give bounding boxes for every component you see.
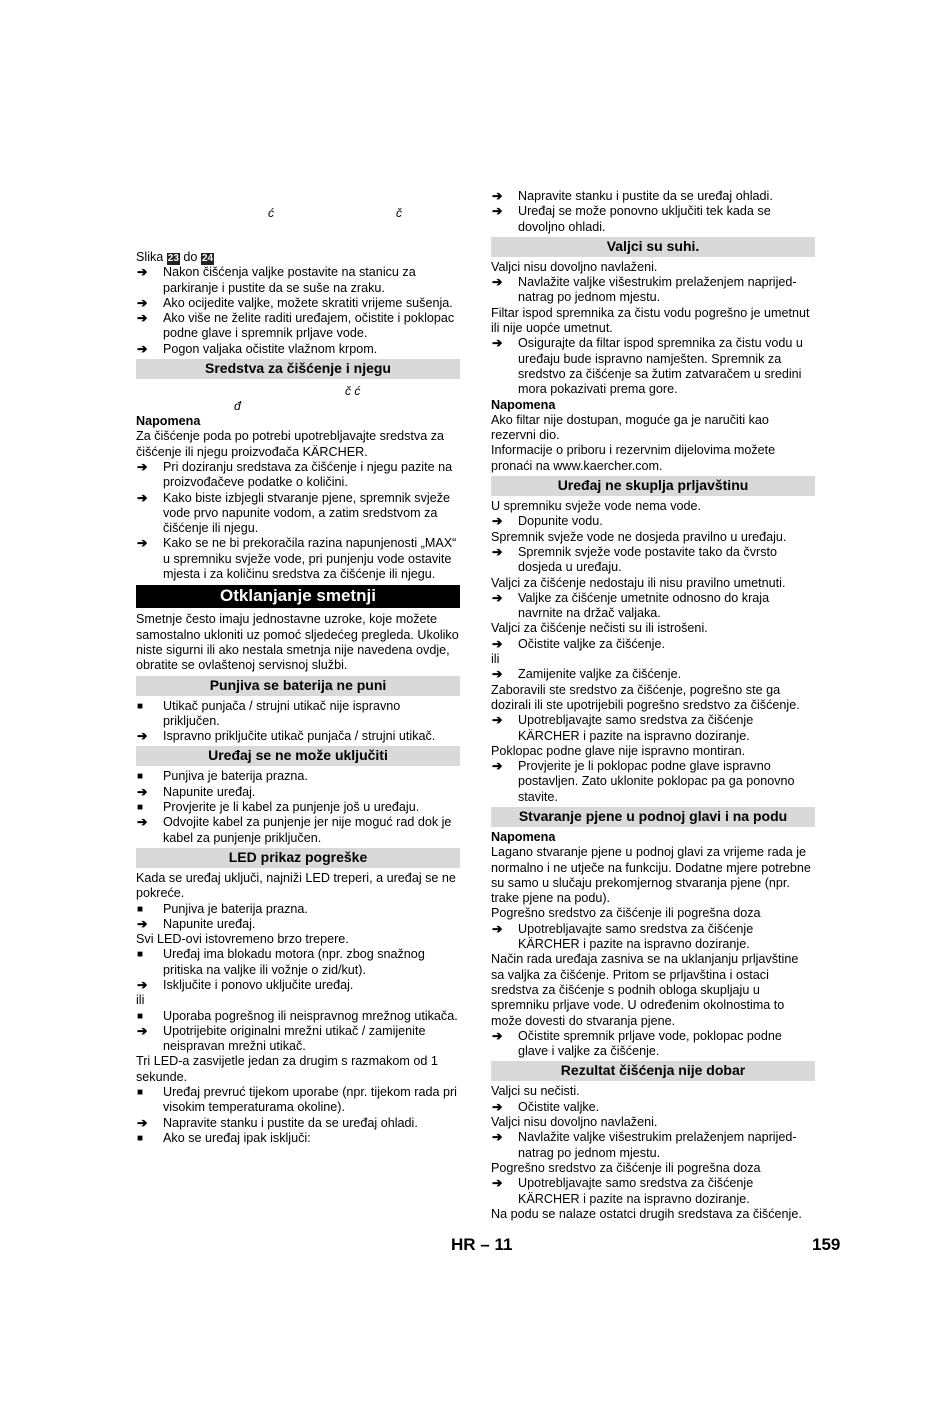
figure-label: Slika	[136, 250, 164, 264]
cause-item	[136, 902, 460, 917]
action-step	[136, 978, 460, 993]
action-step	[491, 514, 815, 529]
item-text: Ispravno priključite utikač punjača / strujni utikač.	[163, 729, 436, 744]
paragraph: Za čišćenje poda po potrebi upotrebljavajte sredstva za čišćenje ili njegu proizvođača KÄRCHER.	[136, 429, 445, 459]
paragraph: Tri LED-a zasvijetle jedan za drugim s razmakom od 1 sekunde.	[136, 1054, 438, 1084]
note-label: Napomena	[491, 397, 556, 412]
paragraph: Lagano stvaranje pjene u podnoj glavi za vrijeme rada je normalno i ne utječe na funkciju. Dodatne mjere potrebne su samo u slučaju prekomjernog stvaranja pjene (npr. trake pjene na podu).	[491, 845, 811, 906]
section-heading: LED prikaz pogreške	[136, 848, 460, 868]
arrow-icon: ➔	[492, 667, 503, 682]
section-page-label: HR – 11	[451, 1235, 513, 1254]
arrow-icon: ➔	[492, 189, 503, 203]
arrow-icon: ➔	[137, 536, 148, 551]
page-number: 159	[812, 1235, 841, 1254]
cause-item	[136, 1131, 460, 1146]
figure-number: 23	[167, 253, 179, 264]
figure-reference	[136, 250, 460, 265]
item-text: Punjiva je baterija prazna.	[163, 769, 308, 784]
paragraph: U spremniku svježe vode nema vode.	[491, 499, 701, 514]
paragraph: ili	[136, 993, 145, 1008]
paragraph: Valjci za čišćenje nedostaju ili nisu pravilno umetnuti.	[491, 575, 786, 590]
spacer	[136, 382, 460, 414]
paragraph: Zaboravili ste sredstvo za čišćenje, pogrešno ste ga dozirali ili ste upotrijebili pogrešno sredstvo za čišćenje.	[491, 682, 800, 712]
item-text: Očistite valjke.	[518, 1099, 600, 1114]
action-step	[136, 917, 460, 932]
item-text: Uređaj ima blokadu motora (npr. zbog snažnog pritiska na valjke ili vožnje o zid/kut).	[163, 947, 425, 977]
section-heading: Sredstva za čišćenje i njegu	[136, 359, 460, 379]
item-text: Isključite i ponovo uključite uređaj.	[163, 977, 354, 992]
cause-item	[136, 800, 460, 815]
square-bullet-icon: ■	[137, 802, 144, 814]
paragraph: Način rada uređaja zasniva se na uklanjanju prljavštine sa valjka za čišćenje. Pritom se prljavština i ostaci sredstva za čišćenje s podnih obloga skupljaju u spremniku prljave vode. U određenim okolnostima to može dovesti do stvaranja pjene.	[491, 952, 799, 1028]
section-heading: Rezultat čišćenja nije dobar	[491, 1061, 815, 1081]
action-step	[136, 815, 460, 846]
left-column	[136, 250, 460, 1146]
section-heading: Valjci su suhi.	[491, 237, 815, 257]
stray-glyph: č ć	[345, 384, 361, 399]
action-step	[136, 491, 460, 537]
chapter-heading: Otklanjanje smetnji	[136, 585, 460, 608]
action-step	[491, 1100, 815, 1115]
item-text: Osigurajte da filtar ispod spremnika za čistu vodu u uređaju bude ispravno namješten. Spremnik za sredstvo za čišćenje sa žutim zatvaračem u sredini mora pokazivati prema gore.	[518, 336, 803, 397]
action-step	[491, 922, 815, 953]
paragraph: Valjci su nečisti.	[491, 1084, 580, 1099]
arrow-icon: ➔	[137, 490, 148, 505]
action-step	[491, 204, 815, 235]
action-step	[491, 1130, 815, 1161]
figure-number: 24	[201, 253, 214, 264]
item-text: Spremnik svježe vode postavite tako da čvrsto dosjeda u uređaju.	[518, 544, 777, 575]
action-step	[491, 275, 815, 306]
paragraph: Ako filtar nije dostupan, moguće ga je naručiti kao rezervni dio.	[491, 412, 769, 443]
item-text: Upotrebljavajte samo sredstva za čišćenje KÄRCHER i pazite na ispravno doziranje.	[518, 921, 754, 952]
arrow-icon: ➔	[137, 815, 148, 830]
paragraph: ili	[491, 652, 500, 667]
paragraph: Kada se uređaj uključi, najniži LED treperi, a uređaj se ne pokreće.	[136, 870, 456, 901]
square-bullet-icon: ■	[137, 1010, 144, 1022]
arrow-icon: ➔	[492, 204, 503, 219]
item-text: Ako više ne želite raditi uređajem, očistite i poklopac podne glave i spremnik prljave vode.	[163, 311, 455, 341]
arrow-icon: ➔	[492, 1176, 503, 1191]
cause-item	[136, 1085, 460, 1116]
item-text: Valjke za čišćenje umetnite odnosno do kraja navrnite na držač valjaka.	[518, 590, 770, 621]
action-step	[491, 336, 815, 397]
item-text: Kako se ne bi prekoračila razina napunjenosti „MAX“ u spremniku svježe vode, pri punjenju vode ostavite mjesta i za količinu sredstva za čišćenje ili njegu.	[163, 536, 457, 582]
arrow-icon: ➔	[492, 1028, 503, 1043]
arrow-icon: ➔	[137, 729, 148, 744]
arrow-icon: ➔	[137, 311, 148, 326]
item-text: Upotrebljavajte samo sredstva za čišćenje KÄRCHER i pazite na ispravno doziranje.	[518, 713, 754, 743]
arrow-icon: ➔	[137, 459, 148, 474]
item-text: Zamijenite valjke za čišćenje.	[518, 667, 682, 682]
stray-glyph: ć	[268, 206, 274, 220]
action-step	[136, 311, 460, 342]
action-step	[491, 1029, 815, 1060]
arrow-icon: ➔	[137, 265, 148, 280]
action-step	[491, 189, 815, 204]
action-step	[491, 545, 815, 576]
action-step	[136, 536, 460, 582]
arrow-icon: ➔	[492, 636, 503, 651]
item-text: Ako se uređaj ipak isključi:	[163, 1130, 311, 1145]
square-bullet-icon: ■	[137, 771, 144, 783]
paragraph: Smetnje često imaju jednostavne uzroke, koje možete samostalno ukloniti uz pomoć sljedećeg pregleda. Ukoliko niste sigurni ili ako nestala smetnja nije navedena ovdje, obratite se ovlaštenoj servisnoj službi.	[136, 612, 459, 673]
item-text: Pogon valjaka očistite vlažnom krpom.	[163, 341, 378, 356]
paragraph: Na podu se nalaze ostatci drugih sredstava za čišćenje.	[491, 1206, 802, 1221]
paragraph: Informacije o priboru i rezervnim dijelovima možete pronaći na www.kaercher.com.	[491, 443, 776, 473]
note-label: Napomena	[136, 414, 201, 429]
right-column	[491, 189, 815, 1222]
item-text: Napravite stanku i pustite da se uređaj ohladi.	[163, 1115, 418, 1130]
item-text: Nakon čišćenja valjke postavite na stanicu za parkiranje i pustite da se suše na zraku.	[163, 265, 416, 295]
square-bullet-icon: ■	[137, 903, 144, 915]
section-heading: Stvaranje pjene u podnoj glavi i na podu	[491, 807, 815, 827]
cause-item	[136, 947, 460, 978]
item-text: Upotrijebite originalni mrežni utikač / zamijenite neispravan mrežni utikač.	[163, 1023, 426, 1054]
section-heading: Uređaj ne skuplja prljavštinu	[491, 476, 815, 496]
section-heading: Uređaj se ne može uključiti	[136, 746, 460, 766]
arrow-icon: ➔	[137, 977, 148, 992]
action-step	[136, 1116, 460, 1131]
item-text: Provjerite je li poklopac podne glave ispravno postavljen. Zato uklonite poklopac pa ga ponovno stavite.	[518, 759, 795, 804]
action-step	[491, 667, 815, 682]
arrow-icon: ➔	[492, 713, 503, 728]
arrow-icon: ➔	[137, 784, 148, 799]
item-text: Uređaj prevruć tijekom uporabe (npr. tijekom rada pri visokim temperaturama okoline).	[163, 1085, 457, 1115]
paragraph: Pogrešno sredstvo za čišćenje ili pogrešna doza	[491, 1160, 761, 1175]
paragraph: Filtar ispod spremnika za čistu vodu pogrešno je umetnut ili nije uopće umetnut.	[491, 305, 810, 336]
item-text: Odvojite kabel za punjenje jer nije moguć rad dok je kabel za punjenje priključen.	[163, 815, 452, 845]
arrow-icon: ➔	[137, 295, 148, 310]
square-bullet-icon: ■	[137, 949, 144, 961]
paragraph: Svi LED-ovi istovremeno brzo trepere.	[136, 932, 349, 947]
item-text: Napunite uređaj.	[163, 784, 256, 799]
item-text: Ako ocijedite valjke, možete skratiti vrijeme sušenja.	[163, 295, 453, 310]
action-step	[491, 759, 815, 805]
item-text: Upotrebljavajte samo sredstva za čišćenje KÄRCHER i pazite na ispravno doziranje.	[518, 1176, 754, 1206]
note-label: Napomena	[491, 829, 556, 844]
paragraph: Valjci za čišćenje nečisti su ili istrošeni.	[491, 621, 708, 636]
paragraph: Poklopac podne glave nije ispravno montiran.	[491, 743, 746, 758]
action-step	[136, 785, 460, 800]
square-bullet-icon: ■	[137, 700, 144, 712]
cause-item	[136, 699, 460, 730]
item-text: Provjerite je li kabel za punjenje još u uređaju.	[163, 800, 420, 815]
stray-glyph: đ	[234, 399, 241, 414]
arrow-icon: ➔	[137, 341, 148, 356]
item-text: Utikač punjača / strujni utikač nije ispravno priključen.	[163, 698, 401, 728]
square-bullet-icon: ■	[137, 1132, 144, 1144]
action-step	[136, 342, 460, 357]
action-step	[491, 591, 815, 622]
item-text: Dopunite vodu.	[518, 514, 603, 529]
item-text: Uporaba pogrešnog ili neispravnog mrežnog utikača.	[163, 1008, 458, 1023]
arrow-icon: ➔	[137, 916, 148, 931]
arrow-icon: ➔	[492, 590, 503, 605]
action-step	[491, 637, 815, 652]
arrow-icon: ➔	[492, 544, 503, 559]
arrow-icon: ➔	[492, 921, 503, 936]
arrow-icon: ➔	[492, 514, 503, 529]
square-bullet-icon: ■	[137, 1087, 144, 1099]
item-text: Očistite valjke za čišćenje.	[518, 636, 665, 651]
item-text: Navlažite valjke višestrukim prelaženjem naprijed-natrag po jednom mjestu.	[518, 275, 797, 305]
arrow-icon: ➔	[492, 275, 503, 290]
item-text: Uređaj se može ponovno uključiti tek kada se dovoljno ohladi.	[518, 204, 771, 234]
cause-item	[136, 769, 460, 784]
cause-item	[136, 1009, 460, 1024]
item-text: Pri doziranju sredstava za čišćenje i njegu pazite na proizvođačeve podatke o količini.	[163, 459, 453, 490]
paragraph: Valjci nisu dovoljno navlaženi.	[491, 259, 658, 274]
action-step	[136, 296, 460, 311]
arrow-icon: ➔	[137, 1023, 148, 1038]
paragraph: Spremnik svježe vode ne dosjeda pravilno u uređaju.	[491, 529, 787, 544]
item-text: Navlažite valjke višestrukim prelaženjem naprijed-natrag po jednom mjestu.	[518, 1130, 797, 1160]
action-step	[136, 265, 460, 296]
action-step	[136, 729, 460, 744]
action-step	[136, 1024, 460, 1055]
section-heading: Punjiva se baterija ne puni	[136, 676, 460, 696]
item-text: Punjiva je baterija prazna.	[163, 901, 308, 916]
stray-glyph: č	[396, 206, 402, 220]
arrow-icon: ➔	[492, 1099, 503, 1114]
paragraph: Pogrešno sredstvo za čišćenje ili pogrešna doza	[491, 906, 761, 921]
paragraph: Valjci nisu dovoljno navlaženi.	[491, 1115, 658, 1130]
arrow-icon: ➔	[137, 1115, 148, 1130]
action-step	[491, 713, 815, 744]
action-step	[491, 1176, 815, 1207]
arrow-icon: ➔	[492, 1130, 503, 1145]
arrow-icon: ➔	[492, 336, 503, 351]
item-text: Kako biste izbjegli stvaranje pjene, spremnik svježe vode prvo napunite vodom, a zatim sredstvom za čišćenje ili njegu.	[163, 490, 450, 536]
arrow-icon: ➔	[492, 759, 503, 774]
figure-label: do	[183, 250, 198, 264]
item-text: Napunite uređaj.	[163, 916, 256, 931]
item-text: Napravite stanku i pustite da se uređaj ohladi.	[518, 189, 773, 203]
action-step	[136, 460, 460, 491]
item-text: Očistite spremnik prljave vode, poklopac podne glave i valjke za čišćenje.	[518, 1028, 782, 1059]
